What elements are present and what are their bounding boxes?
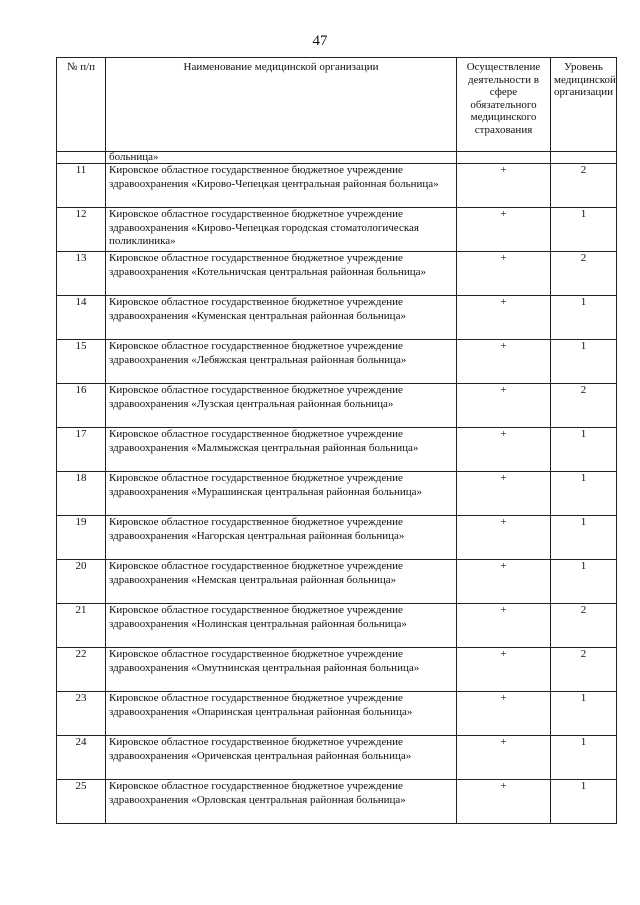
organization-name: Кировское областное государственное бюджетное учреждение здравоохранения «Опаринская центральная районная больница» bbox=[106, 692, 457, 736]
organization-name: Кировское областное государственное бюджетное учреждение здравоохранения «Нолинская центральная районная больница» bbox=[106, 604, 457, 648]
organization-name: Кировское областное государственное бюджетное учреждение здравоохранения «Орловская центральная районная больница» bbox=[106, 780, 457, 824]
oms-mark: + bbox=[457, 252, 551, 296]
row-number: 14 bbox=[57, 296, 106, 340]
oms-mark: + bbox=[457, 516, 551, 560]
table-row bbox=[57, 252, 617, 296]
oms-mark: + bbox=[457, 648, 551, 692]
medical-organizations-table bbox=[56, 57, 617, 824]
organization-level: 2 bbox=[551, 604, 617, 648]
row-number: 16 bbox=[57, 384, 106, 428]
oms-mark: + bbox=[457, 296, 551, 340]
continuation-number-cell bbox=[57, 152, 106, 164]
oms-mark: + bbox=[457, 736, 551, 780]
organization-level: 1 bbox=[551, 428, 617, 472]
row-number: 23 bbox=[57, 692, 106, 736]
oms-mark: + bbox=[457, 560, 551, 604]
organization-name: Кировское областное государственное бюджетное учреждение здравоохранения «Малмыжская центральная районная больница» bbox=[106, 428, 457, 472]
organization-name: Кировское областное государственное бюджетное учреждение здравоохранения «Кирово-Чепецкая городская стоматологическая поликлиника» bbox=[106, 208, 457, 252]
organization-level: 1 bbox=[551, 736, 617, 780]
table-row bbox=[57, 780, 617, 824]
organization-level: 1 bbox=[551, 780, 617, 824]
row-number: 11 bbox=[57, 164, 106, 208]
table-row bbox=[57, 164, 617, 208]
table-row bbox=[57, 560, 617, 604]
organization-level: 2 bbox=[551, 252, 617, 296]
header-organization-level: Уровень медицинской организации bbox=[551, 58, 617, 152]
oms-mark: + bbox=[457, 208, 551, 252]
organization-name: Кировское областное государственное бюджетное учреждение здравоохранения «Котельничская центральная районная больница» bbox=[106, 252, 457, 296]
table-row bbox=[57, 736, 617, 780]
organization-level: 1 bbox=[551, 472, 617, 516]
continuation-row bbox=[57, 152, 617, 164]
oms-mark: + bbox=[457, 472, 551, 516]
row-number: 13 bbox=[57, 252, 106, 296]
header-organization-name: Наименование медицинской организации bbox=[106, 58, 457, 152]
header-number: № п/п bbox=[57, 58, 106, 152]
organization-level: 2 bbox=[551, 164, 617, 208]
organization-name: Кировское областное государственное бюджетное учреждение здравоохранения «Немская центральная районная больница» bbox=[106, 560, 457, 604]
row-number: 24 bbox=[57, 736, 106, 780]
table-row bbox=[57, 648, 617, 692]
row-number: 20 bbox=[57, 560, 106, 604]
organization-level: 1 bbox=[551, 208, 617, 252]
organization-name: Кировское областное государственное бюджетное учреждение здравоохранения «Нагорская центральная районная больница» bbox=[106, 516, 457, 560]
header-oms-activity: Осуществление деятельности в сфере обязательного медицинского страхования bbox=[457, 58, 551, 152]
row-number: 22 bbox=[57, 648, 106, 692]
oms-mark: + bbox=[457, 340, 551, 384]
oms-mark: + bbox=[457, 428, 551, 472]
table-row bbox=[57, 296, 617, 340]
oms-mark: + bbox=[457, 164, 551, 208]
row-number: 21 bbox=[57, 604, 106, 648]
organization-level: 1 bbox=[551, 516, 617, 560]
row-number: 15 bbox=[57, 340, 106, 384]
organization-level: 1 bbox=[551, 296, 617, 340]
table-row bbox=[57, 384, 617, 428]
organization-name: Кировское областное государственное бюджетное учреждение здравоохранения «Куменская центральная районная больница» bbox=[106, 296, 457, 340]
organization-name: Кировское областное государственное бюджетное учреждение здравоохранения «Омутнинская центральная районная больница» bbox=[106, 648, 457, 692]
organization-name: Кировское областное государственное бюджетное учреждение здравоохранения «Оричевская центральная районная больница» bbox=[106, 736, 457, 780]
oms-mark: + bbox=[457, 384, 551, 428]
table-row bbox=[57, 428, 617, 472]
organization-name: Кировское областное государственное бюджетное учреждение здравоохранения «Лузская центральная районная больница» bbox=[106, 384, 457, 428]
organization-level: 1 bbox=[551, 560, 617, 604]
page-number: 47 bbox=[312, 33, 328, 49]
organization-level: 2 bbox=[551, 384, 617, 428]
table-row bbox=[57, 472, 617, 516]
oms-mark: + bbox=[457, 692, 551, 736]
table-row bbox=[57, 340, 617, 384]
organization-level: 1 bbox=[551, 340, 617, 384]
oms-mark: + bbox=[457, 780, 551, 824]
continuation-oms-cell bbox=[457, 152, 551, 164]
table-header-row bbox=[57, 58, 617, 152]
organization-level: 2 bbox=[551, 648, 617, 692]
table-row bbox=[57, 208, 617, 252]
organization-level: 1 bbox=[551, 692, 617, 736]
continuation-text: больница» bbox=[106, 152, 457, 164]
row-number: 19 bbox=[57, 516, 106, 560]
continuation-level-cell bbox=[551, 152, 617, 164]
row-number: 12 bbox=[57, 208, 106, 252]
oms-mark: + bbox=[457, 604, 551, 648]
organization-name: Кировское областное государственное бюджетное учреждение здравоохранения «Мурашинская центральная районная больница» bbox=[106, 472, 457, 516]
table-row bbox=[57, 604, 617, 648]
table-row bbox=[57, 516, 617, 560]
row-number: 18 bbox=[57, 472, 106, 516]
table-row bbox=[57, 692, 617, 736]
organization-name: Кировское областное государственное бюджетное учреждение здравоохранения «Лебяжская центральная районная больница» bbox=[106, 340, 457, 384]
row-number: 17 bbox=[57, 428, 106, 472]
organization-name: Кировское областное государственное бюджетное учреждение здравоохранения «Кирово-Чепецкая центральная районная больница» bbox=[106, 164, 457, 208]
row-number: 25 bbox=[57, 780, 106, 824]
